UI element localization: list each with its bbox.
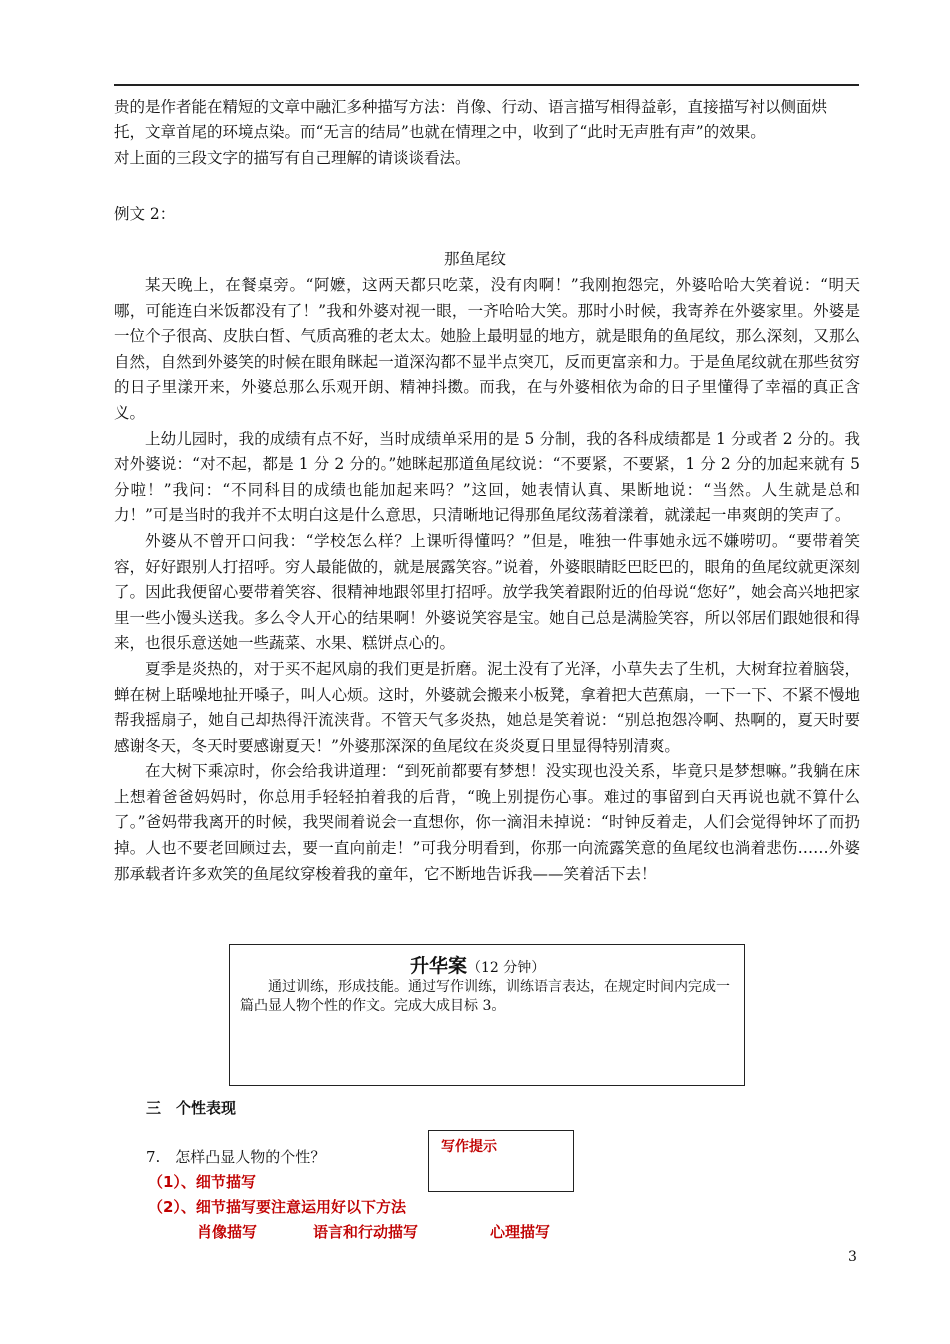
example-label: 例文 2： <box>114 205 176 223</box>
intro-paragraph <box>114 95 860 171</box>
section-heading: 三 个性表现 <box>146 1099 237 1117</box>
story-paragraph: 在大树下乘凉时，你会给我讲道理：“到死前都要有梦想！没实现也没关系，毕竟只是梦想嘛。”我躺在床上想着爸爸妈妈时，你总用手轻轻拍着我的后背，“晚上别提伤心事。难过的事留到白天再说也就不算什么了。”爸妈带我离开的时候，我哭闹着说会一直想你，你一滴泪未掉说：“时钟反着走，人们会觉得钟坏了而扔掉。人也不要老回顾过去，要一直向前走！”可我分明看到，你那一向流露笑意的鱼尾纹也淌着悲伤……外婆那承载者许多欢笑的鱼尾纹穿梭着我的童年，它不断地告诉我——笑着活下去！ <box>114 762 860 883</box>
intro-line: 托，文章首尾的环境点染。而“无言的结局”也就在情理之中，收到了“此时无声胜有声”的效果。 <box>114 123 766 142</box>
question-7: 7. 怎样凸显人物的个性？ <box>146 1148 326 1166</box>
method-portrait: 肖像描写 <box>197 1223 258 1241</box>
detail-item-2: （2）、细节描写要注意运用好以下方法 <box>148 1198 406 1216</box>
method-speech-action: 语言和行动描写 <box>313 1223 419 1241</box>
intro-line: 对上面的三段文字的描写有自己理解的请谈谈看法。 <box>114 148 471 167</box>
upgrade-body: 通过训练，形成技能。通过写作训练，训练语言表达，在规定时间内完成一篇凸显人物个性的作文。完成大成目标 3。 <box>240 979 730 1014</box>
upgrade-title <box>410 951 545 978</box>
upgrade-title-text: 升华案 <box>410 955 468 977</box>
story-paragraph: 夏季是炎热的，对于买不起风扇的我们更是折磨。泥土没有了光泽，小草失去了生机，大树耷拉着脑袋，蝉在树上聒噪地扯开嗓子，叫人心烦。这时，外婆就会搬来小板凳，拿着把大芭蕉扇，一下一下、不紧不慢地帮我摇扇子，她自己却热得汗流浃背。不管天气多炎热，她总是笑着说：“别总抱怨冷啊、热啊的，夏天时要感谢冬天，冬天时要感谢夏天！”外婆那深深的鱼尾纹在炎炎夏日里显得特别清爽。 <box>114 659 860 755</box>
writing-tip-box <box>428 1130 574 1192</box>
page-number: 3 <box>848 1249 857 1265</box>
method-psychology: 心理描写 <box>490 1223 551 1241</box>
story-paragraph: 上幼儿园时，我的成绩有点不好，当时成绩单采用的是 5 分制，我的各科成绩都是 1 分或者 2 分的。我对外婆说：“对不起，都是 1 分 2 分的。”她眯起那道鱼尾纹说：“不要紧，不要紧，1 分 2 分的加起来就有 5 分啦！”我问：“不同科目的成绩也能加起来吗？”这回，她表情认真、果断地说：“当然。人生就是总和力！”可是当时的我并不太明白这是什么意思，只清晰地记得那鱼尾纹荡着漾着，就漾起一串爽朗的笑声了。 <box>114 429 860 525</box>
upgrade-box <box>229 944 745 1086</box>
top-rule <box>114 84 859 86</box>
story-paragraph: 某天晚上，在餐桌旁。“阿嬷，这两天都只吃菜，没有肉啊！”我刚抱怨完，外婆哈哈大笑着说：“明天哪，可能连白米饭都没有了！”我和外婆对视一眼，一齐哈哈大笑。那时小时候，我寄养在外婆家里。外婆是一位个子很高、皮肤白皙、气质高雅的老太太。她脸上最明显的地方，就是眼角的鱼尾纹，那么深刻，又那么自然，自然到外婆笑的时候在眼角眯起一道深沟都不显半点突兀，反而更富亲和力。于是鱼尾纹就在那些贫穷的日子里漾开来，外婆总那么乐观开朗、精神抖擞。而我，在与外婆相依为命的日子里懂得了幸福的真正含义。 <box>114 276 860 422</box>
upgrade-time: （12 分钟） <box>467 960 546 976</box>
story-title: 那鱼尾纹 <box>443 250 506 268</box>
story-body <box>114 273 860 887</box>
writing-tip-label: 写作提示 <box>441 1139 497 1155</box>
intro-line: 贵的是作者能在精短的文章中融汇多种描写方法：肖像、行动、语言描写相得益彰，直接描写衬以侧面烘 <box>114 98 828 116</box>
detail-item-1: （1）、细节描写 <box>148 1173 256 1191</box>
story-paragraph: 外婆从不曾开口问我：“学校怎么样？上课听得懂吗？”但是，唯独一件事她永远不嫌唠叨。“要带着笑容，好好跟别人打招呼。穷人最能做的，就是展露笑容。”说着，外婆眼睛眨巴眨巴的，眼角的鱼尾纹就更深刻了。因此我便留心要带着笑容、很精神地跟邻里打招呼。放学我笑着跟附近的伯母说“您好”，她会高兴地把家里一些小馒头送我。多么令人开心的结果啊！外婆说笑容是宝。她自己总是满脸笑容，所以邻居们跟她很和得来，也很乐意送她一些蔬菜、水果、糕饼点心的。 <box>114 531 860 653</box>
